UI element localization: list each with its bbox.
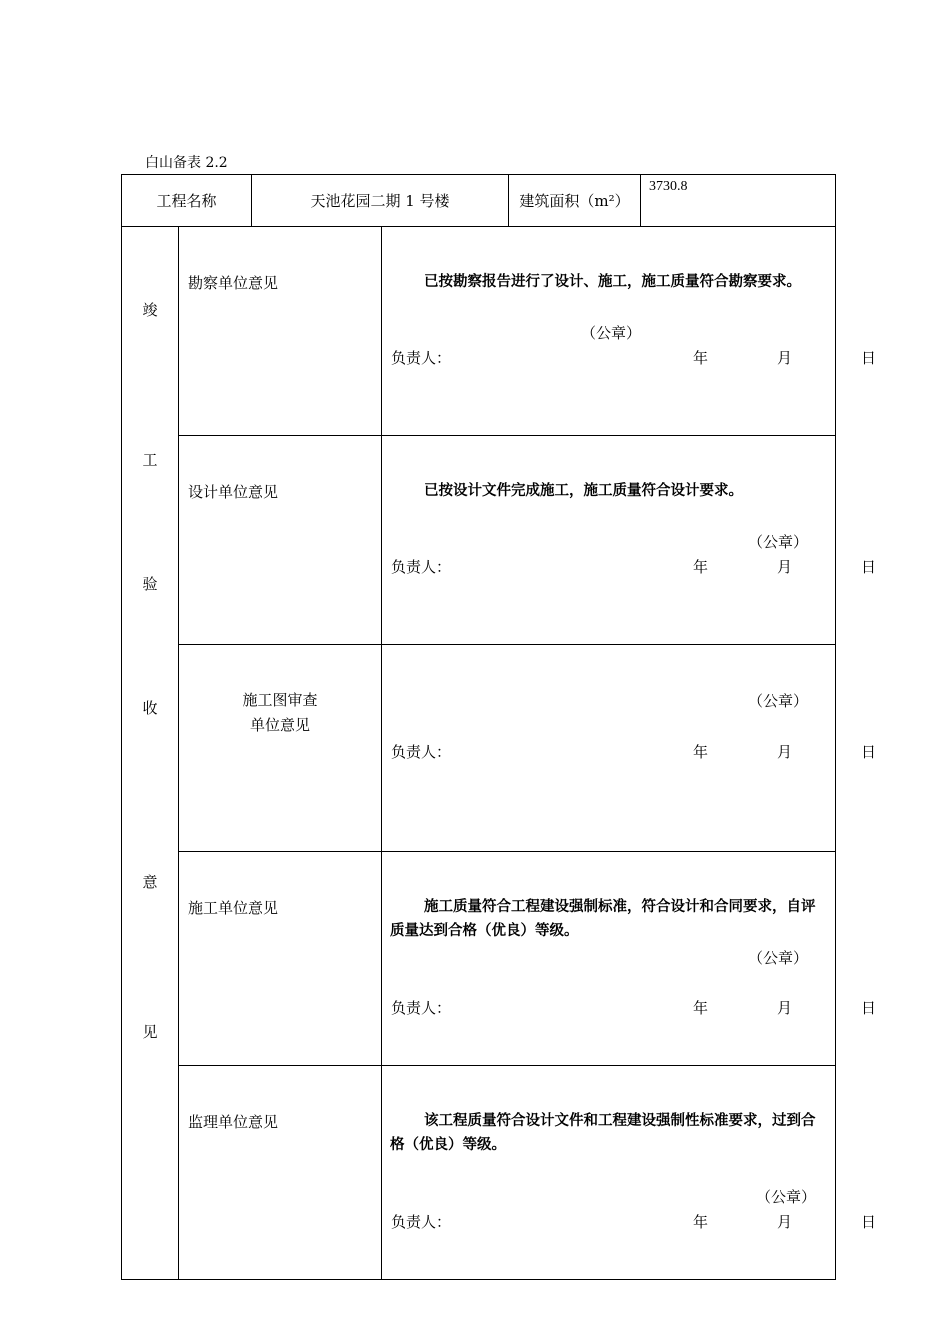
seal-label: （公章） bbox=[581, 324, 642, 342]
opinion-row-design bbox=[122, 436, 836, 645]
side-char-3: 验 bbox=[142, 575, 158, 593]
side-label bbox=[122, 227, 179, 1280]
opinion-text: 施工质量符合工程建设强制标准，符合设计和合同要求，自评质量达到合格（优良）等级。 bbox=[390, 899, 816, 939]
acceptance-form-table bbox=[121, 174, 877, 1280]
month-label: 月 bbox=[777, 1213, 793, 1231]
project-name-label: 工程名称 bbox=[122, 175, 252, 227]
area-label: 建筑面积（m²） bbox=[509, 175, 641, 226]
side-char-1: 竣 bbox=[142, 301, 158, 319]
unit-label: 勘察单位意见 bbox=[179, 227, 382, 436]
day-label: 日 bbox=[861, 349, 877, 367]
opinion-text: 该工程质量符合设计文件和工程建设强制性标准要求，过到合格（优良）等级。 bbox=[390, 1113, 816, 1153]
month-label: 月 bbox=[777, 999, 793, 1017]
day-label: 日 bbox=[861, 558, 877, 576]
opinion-row-drawing-review bbox=[122, 645, 836, 852]
opinion-row-survey bbox=[122, 227, 836, 436]
seal-label: （公章） bbox=[748, 533, 809, 551]
opinion-row-construction bbox=[122, 852, 836, 1066]
opinion-cell bbox=[382, 227, 877, 436]
unit-label: 设计单位意见 bbox=[179, 436, 382, 645]
seal-label: （公章） bbox=[756, 1188, 817, 1206]
year-label: 年 bbox=[693, 1213, 709, 1231]
project-name-value: 天池花园二期 1 号楼 bbox=[252, 175, 509, 227]
month-label: 月 bbox=[777, 349, 793, 367]
unit-label: 施工单位意见 bbox=[179, 852, 382, 1066]
year-label: 年 bbox=[693, 743, 709, 761]
side-char-5: 意 bbox=[142, 873, 158, 891]
unit-label bbox=[179, 645, 382, 852]
signer-label: 负责人： bbox=[391, 349, 452, 367]
signer-label: 负责人： bbox=[391, 558, 452, 576]
opinion-cell bbox=[382, 436, 877, 645]
year-label: 年 bbox=[693, 999, 709, 1017]
area-value: 3730.8 bbox=[649, 179, 688, 194]
header-row bbox=[122, 175, 836, 227]
unit-label: 监理单位意见 bbox=[179, 1066, 382, 1280]
opinion-text: 已按设计文件完成施工，施工质量符合设计要求。 bbox=[424, 483, 744, 499]
opinion-cell bbox=[382, 852, 877, 1066]
side-char-6: 见 bbox=[142, 1023, 158, 1041]
opinion-row-supervision bbox=[122, 1066, 836, 1280]
seal-label: （公章） bbox=[748, 692, 809, 710]
seal-label: （公章） bbox=[748, 949, 809, 967]
opinion-cell bbox=[382, 1066, 877, 1280]
side-char-4: 收 bbox=[142, 699, 158, 717]
opinion-text: 已按勘察报告进行了设计、施工，施工质量符合勘察要求。 bbox=[424, 274, 802, 290]
form-code: 白山备表 2.2 bbox=[145, 155, 228, 171]
month-label: 月 bbox=[777, 558, 793, 576]
day-label: 日 bbox=[861, 999, 877, 1017]
signer-label: 负责人： bbox=[391, 743, 452, 761]
unit-label-line2: 单位意见 bbox=[250, 716, 311, 734]
year-label: 年 bbox=[693, 349, 709, 367]
year-label: 年 bbox=[693, 558, 709, 576]
signer-label: 负责人： bbox=[391, 1213, 452, 1231]
opinion-cell bbox=[382, 645, 877, 852]
signer-label: 负责人： bbox=[391, 999, 452, 1017]
month-label: 月 bbox=[777, 743, 793, 761]
unit-label-line1: 施工图审查 bbox=[242, 691, 318, 709]
area-cell bbox=[509, 175, 836, 227]
side-char-2: 工 bbox=[142, 451, 158, 469]
day-label: 日 bbox=[861, 1213, 877, 1231]
day-label: 日 bbox=[861, 743, 877, 761]
